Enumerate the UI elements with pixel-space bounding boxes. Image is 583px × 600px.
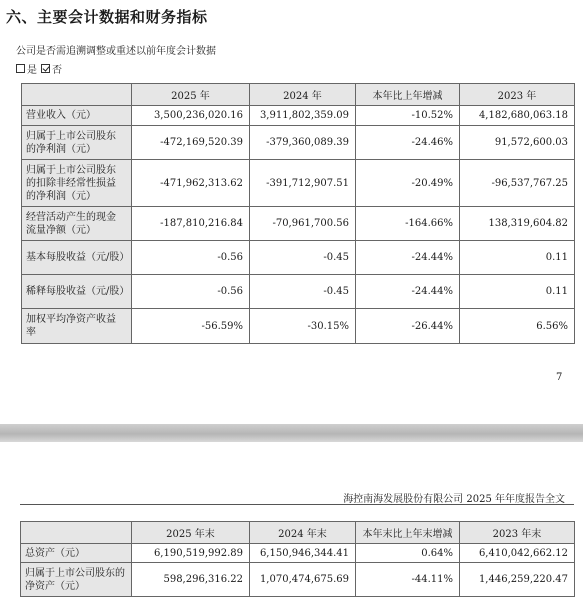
yes-label: 是: [27, 65, 37, 76]
table-row: [22, 309, 575, 344]
no-label: 否: [52, 65, 62, 76]
table-cell: -471,962,313.62: [132, 160, 250, 207]
column-header: 2024 年: [250, 84, 356, 106]
table-cell: 3,911,802,359.09: [250, 106, 356, 126]
table-cell: 91,572,600.03: [460, 126, 575, 160]
yes-checkbox: [16, 64, 25, 73]
table-cell: -96,537,767.25: [460, 160, 575, 207]
table-cell: 1,070,474,675.69: [250, 563, 356, 597]
table-cell: -391,712,907.51: [250, 160, 356, 207]
column-header: [22, 84, 132, 106]
table-cell: 6,410,042,662.12: [460, 544, 575, 563]
row-label: 归属于上市公司股东的净利润（元）: [22, 126, 132, 160]
table-cell: 0.11: [460, 275, 575, 309]
table-row: [22, 241, 575, 275]
table-cell: -164.66%: [356, 207, 460, 241]
table-cell: -24.44%: [356, 275, 460, 309]
column-header: 2025 年: [132, 84, 250, 106]
restatement-question: 公司是否需追溯调整或重述以前年度会计数据: [16, 46, 216, 57]
row-label: 加权平均净资产收益率: [22, 309, 132, 344]
table-header-row: [21, 522, 575, 544]
table-row: [21, 563, 575, 597]
year-end-financial-table: [20, 521, 575, 597]
table-cell: 6.56%: [460, 309, 575, 344]
page-separator: [0, 424, 583, 442]
table-cell: 6,190,519,992.89: [132, 544, 250, 563]
row-label: 营业收入（元）: [22, 106, 132, 126]
table-row: [22, 126, 575, 160]
table-cell: 138,319,604.82: [460, 207, 575, 241]
row-label: 经营活动产生的现金流量净额（元）: [22, 207, 132, 241]
table-cell: -26.44%: [356, 309, 460, 344]
table-cell: 0.11: [460, 241, 575, 275]
page-number: 7: [556, 372, 563, 383]
column-header: 2025 年末: [132, 522, 250, 544]
table-cell: -10.52%: [356, 106, 460, 126]
key-financial-data-table: [21, 83, 575, 344]
table-cell: 1,446,259,220.47: [460, 563, 575, 597]
table-cell: -187,810,216.84: [132, 207, 250, 241]
table-row: [22, 106, 575, 126]
column-header: 2023 年: [460, 84, 575, 106]
row-label: 归属于上市公司股东的净资产（元）: [21, 563, 132, 597]
table-cell: -379,360,089.39: [250, 126, 356, 160]
table-cell: -472,169,520.39: [132, 126, 250, 160]
table-cell: -56.59%: [132, 309, 250, 344]
table-cell: -20.49%: [356, 160, 460, 207]
table-cell: -24.46%: [356, 126, 460, 160]
table-cell: 4,182,680,063.18: [460, 106, 575, 126]
table-cell: -70,961,700.56: [250, 207, 356, 241]
table-row: [22, 207, 575, 241]
header-rule: [20, 504, 574, 505]
restatement-answer: [16, 61, 66, 76]
table-cell: -0.45: [250, 275, 356, 309]
table-cell: 0.64%: [356, 544, 460, 563]
table-cell: -0.45: [250, 241, 356, 275]
no-checkbox: [41, 64, 50, 73]
column-header: [21, 522, 132, 544]
row-label: 总资产（元）: [21, 544, 132, 563]
section-title: 六、主要会计数据和财务指标: [6, 8, 208, 26]
table-cell: -24.44%: [356, 241, 460, 275]
column-header: 本年末比上年末增减: [356, 522, 460, 544]
running-header: 海控南海发展股份有限公司 2025 年年度报告全文: [343, 494, 565, 505]
row-label: 基本每股收益（元/股）: [22, 241, 132, 275]
table-header-row: [22, 84, 575, 106]
table-cell: 6,150,946,344.41: [250, 544, 356, 563]
column-header: 2024 年末: [250, 522, 356, 544]
table-cell: -0.56: [132, 241, 250, 275]
table-cell: -44.11%: [356, 563, 460, 597]
column-header: 本年比上年增减: [356, 84, 460, 106]
table-row: [22, 275, 575, 309]
row-label: 稀释每股收益（元/股）: [22, 275, 132, 309]
table-row: [21, 544, 575, 563]
row-label: 归属于上市公司股东的扣除非经常性损益的净利润（元）: [22, 160, 132, 207]
table-cell: 3,500,236,020.16: [132, 106, 250, 126]
table-cell: 598,296,316.22: [132, 563, 250, 597]
column-header: 2023 年末: [460, 522, 575, 544]
table-row: [22, 160, 575, 207]
table-cell: -30.15%: [250, 309, 356, 344]
table-cell: -0.56: [132, 275, 250, 309]
